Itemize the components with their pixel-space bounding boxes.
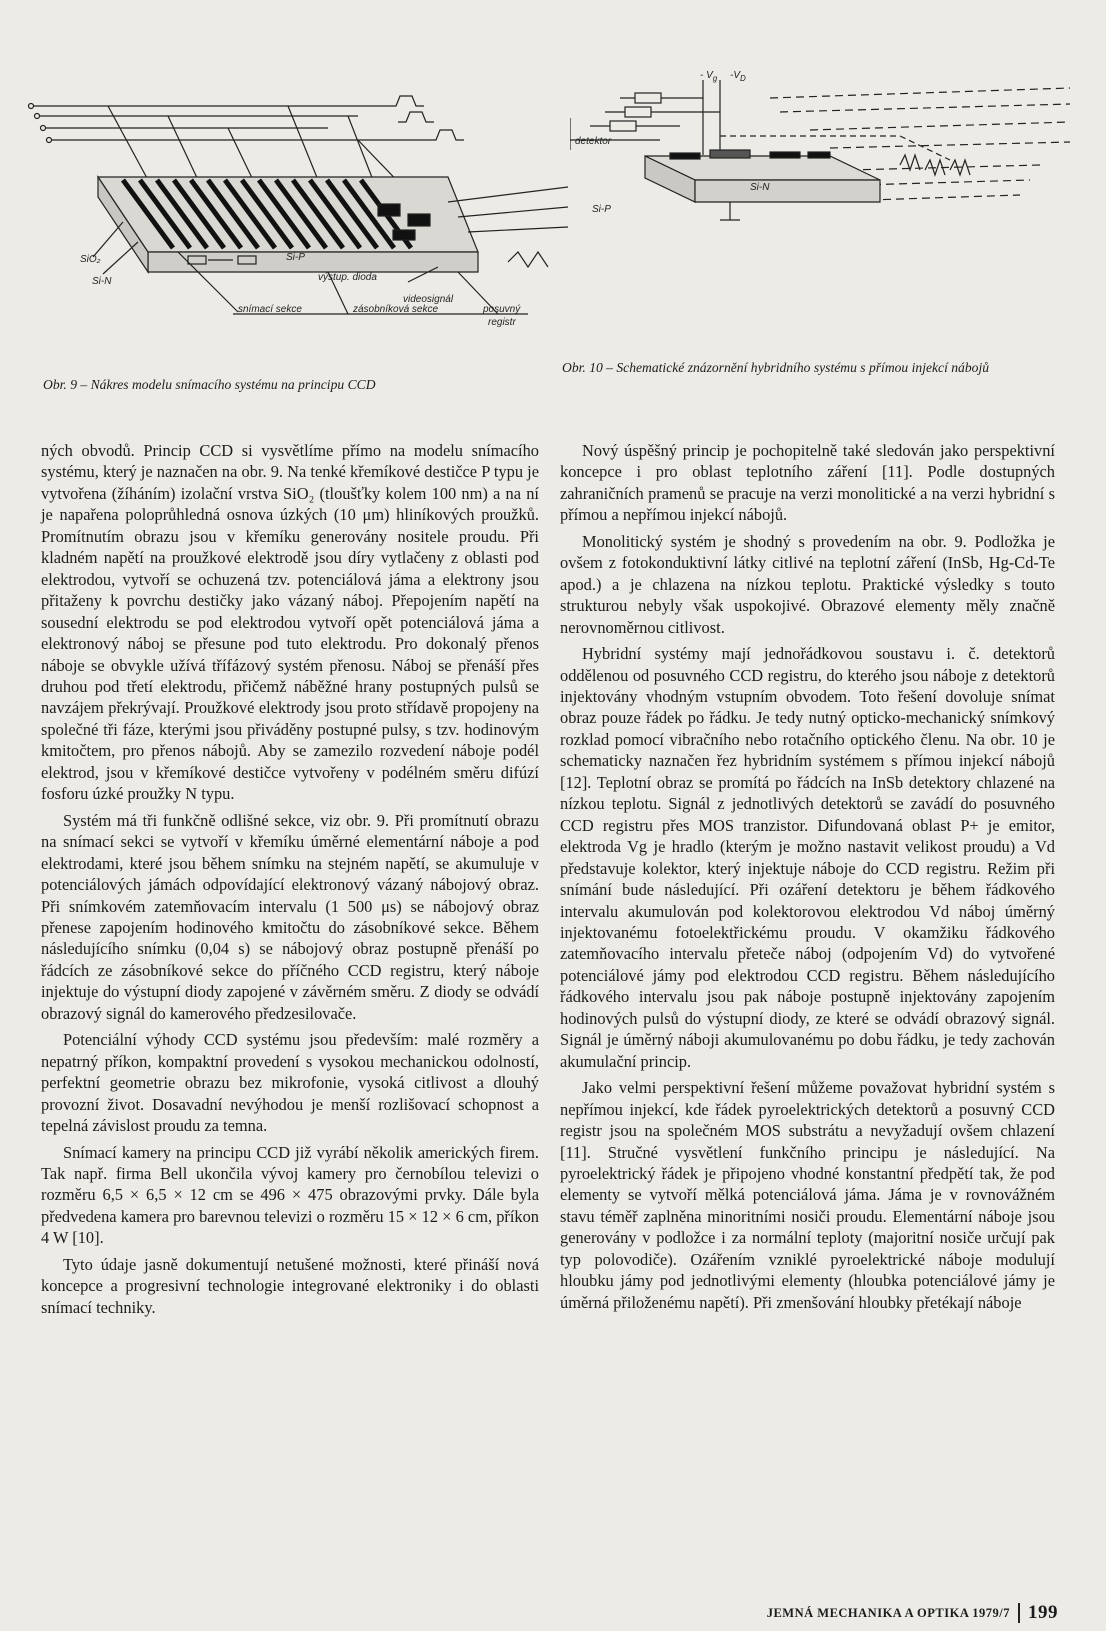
label-sio2: SiO₂ <box>80 254 101 265</box>
label-sensing-section: snímací sekce <box>238 304 302 315</box>
paragraph: Jako velmi perspektivní řešení můžeme považovat hybridní systém s nepřímou injekcí, kde řádek pyroelektrických detektorů a posuvný CCD registr jsou na společném MOS substrátu a nevyžadují ovšem chlazení [11]. Stručné vysvětlení funkčního principu je následující. Na pyroelektrický řádek je připojeno vhodné konstantní předpětí tak, že pod elementy se vytvoří mělká potenciálová jáma. Jáma je v rovnovážném stavu téměř zaplněna minoritními nosiči proudu. Elementární náboje jsou generovány v podložce i za normální teploty (majoritní nosiče určují pak typ polovodiče). Ozářením vzniklé pyroelektrické náboje modulují hloubku jámy pod jednotlivými elementy (hloubka potenciálové jámy je úměrná přiloženému napětí). Při zmenšování hloubky přetékají náboje <box>560 1078 1055 1312</box>
right-text-column <box>560 440 1055 1318</box>
paragraph: Monolitický systém je shodný s provedením na obr. 9. Podložka je ovšem z fotokonduktivní látky citlivé na teplotní záření (InSb, Hg-Cd-Te apod.) a je chlazena na nízkou teplotu. Praktické výsledky s touto strukturou nebyly však uspokojivé. Obrazové elementy měly značně nerovnoměrnou citlivost. <box>560 531 1055 637</box>
figure-9-ccd-model-drawing <box>28 92 568 354</box>
label-shift-register-2: registr <box>488 317 516 328</box>
label-si-n: Si-N <box>750 182 770 193</box>
label-storage-section: zásobníková sekce <box>353 304 439 315</box>
label-shift-register-1: posuvný <box>483 304 521 315</box>
paragraph: Potenciální výhody CCD systému jsou především: malé rozměry a nepatrný příkon, kompaktní provedení s vysokou mechanickou odolností, perfektní geometrie obrazu bez mikrofonie, vysoká citlivost a dlouhý provozní život. Dosavadní nevýhodou je menší rozlišovací schopnost a tepelná závislost proudu za temna. <box>41 1030 539 1136</box>
figure-9-caption: Obr. 9 – Nákres modelu snímacího systému na principu CCD <box>43 377 376 392</box>
page-footer <box>767 1602 1058 1624</box>
figure-10-caption: Obr. 10 – Schematické znázornění hybridního systému s přímou injekcí nábojů <box>562 360 990 375</box>
paragraph: Tyto údaje jasně dokumentují netušené možnosti, které přináší nová koncepce a progresivní technologie integrované elektroniky i do oblasti snímací techniky. <box>41 1254 539 1317</box>
page-number: 199 <box>1028 1602 1058 1623</box>
label-video-signal: videosignál <box>403 294 454 305</box>
paragraph: Snímací kamery na principu CCD již vyrábí několik amerických firem. Tak např. firma Bell ukončila vývoj kamery pro černobílou televizi o rozměru 6,5 × 6,5 × 12 cm se 496 × 475 obrazovými prvky. Dále byla předvedena kamera pro barevnou televizi o rozměru 15 × 12 × 6 cm, příkon 4 W [10]. <box>41 1142 539 1248</box>
figure-10-hybrid-system-drawing <box>570 60 1070 360</box>
label-output-diode: výstup. dioda <box>318 272 377 283</box>
paragraph: Systém má tři funkčně odlišné sekce, viz obr. 9. Při promítnutí obrazu na snímací sekci se vytvoří v křemíku úměrné elementární náboje a pod elektrodami, které jsou během snímku na stejném napětí, se akumuluje v potenciálových jámách odpovídající elektronový vázaný nábojový obraz. Při snímkovém zatemňovacím intervalu (1 500 μs) se nábojový obraz přenese zapojením hodinového kmitočtu do zásobníkové sekce. Během následujícího snímku (0,04 s) se nábojový obraz postupně přenáší po řádcích ze zásobníkové sekce do příčného CCD registru, který náboje injektuje do výstupní diody zapojené v závěrném směru. Z diody se odvádí obrazový signál do kamerového předzesilovače. <box>41 810 539 1023</box>
label-vg: - $V_g$ <box>700 70 718 83</box>
label-si-p: Si-P <box>286 252 305 263</box>
label-si-p: Si-P <box>592 204 611 215</box>
label-detector: detektor <box>575 136 612 147</box>
footer-divider <box>1018 1603 1020 1623</box>
paragraph: Nový úspěšný princip je pochopitelně také sledován jako perspektivní koncepce i pro oblast teplotního záření [11]. Podle dostupných zahraničních pramenů se pracuje na verzi monolitické a na verzi hybridní s přímou a nepřímou injekcí nábojů. <box>560 441 1055 525</box>
paragraph: Hybridní systémy mají jednořádkovou soustavu i. č. detektorů oddělenou od posuvného CCD registru, do kterého jsou náboje z detektorů injektovány vhodným vstupním obvodem. Toto řešení dovoluje snímat obraz pouze řádek po řádku. Je tedy nutný opticko-mechanický snímkový rozklad pomocí vibračního nebo rotačního optického členu. Na obr. 10 je schematicky naznačen řez hybridním systémem s přímou injekcí nábojů [12]. Teplotní obraz se promítá po řádcích na InSb detektory chlazené na nízkou teplotu. Signál z jednotlivých detektorů se zavádí do posuvného CCD registru přes MOS tranzistor. Difundovaná oblast P+ je emitor, elektroda Vg je hradlo (kterým je možno nastavit velikost proudu) a Vd představuje kolektor, který injektuje náboje do CCD registru. Režim při snímání bude následující. Při ozáření detektoru je během řádkového intervalu akumulován pod kolektorovou elektrodou Vd náboj úměrný injektovanému fotoelektřickému proudu. V okamžiku řádkového zatemňovacího intervalu přeteče náboj (odpojením Vd) do vytvořené potenciálové jámy pod elektrodou CCD registru. Během následujícího řádkového intervalu jsou pak náboje postupně injektovány zapojením hodinových pulsů do výstupní diody, ze které se odvádí obrazový signál. Signál je úměrný náboji akumulovanému po dobu řádku, je tedy zachován akumulační princip. <box>560 644 1055 1071</box>
ccd-model-diagram <box>28 92 568 354</box>
paragraph: ných obvodů. Princip CCD si vysvětlíme přímo na modelu snímacího systému, který je naznačen na obr. 9. Na tenké křemíkové destičce P typu je vytvořena (žíháním) izolační vrstva SiO₂ (tloušťky kolem 100 nm) a na ní je napařena poloprůhledná osnova úzkých (10 μm) hliníkových proužků. Promítnutím obrazu jsou v křemíku generovány nositele proudu. Při kladném napětí na proužkové elektrodě jsou díry vytlačeny z oblasti pod elektrodou, vytvoří se ochuzená tzv. potenciálová jáma a elektrony jsou přitaženy k povrchu destičky jako vázaný náboj. Přepojením napětí na sousední elektrodu se pod elektrodou vytvoří opět potenciálová jáma a elektronový náboj se přesune pod tuto elektrodu. Pro dokonalý přenos náboje se obvykle užívá třífázový systém přenosu. Náboj se přenáší přes druhou pod třetí elektrodu, přičemž náběžné hrany postupných pulsů se navzájem překrývají. Proužkové elektrody jsou proto střídavě propojeny na společné tři fáze, kterými jsou přiváděny postupné pulsy, s tzv. hodinovým kmitočtem, pro přenos nábojů. Aby se zamezilo rozvedení náboje podél elektrod, jsou v křemíkové destičce vytvořeny v podélném směru difúzí fosforu úzké proužky N typu. <box>41 441 539 804</box>
journal-name: JEMNÁ MECHANIKA A OPTIKA 1979/7 <box>766 1605 1010 1620</box>
left-text-column <box>41 440 539 1323</box>
label-si-n: Si-N <box>92 276 112 287</box>
label-vd: $-V_D$ <box>730 70 746 83</box>
hybrid-system-diagram <box>570 60 1070 360</box>
